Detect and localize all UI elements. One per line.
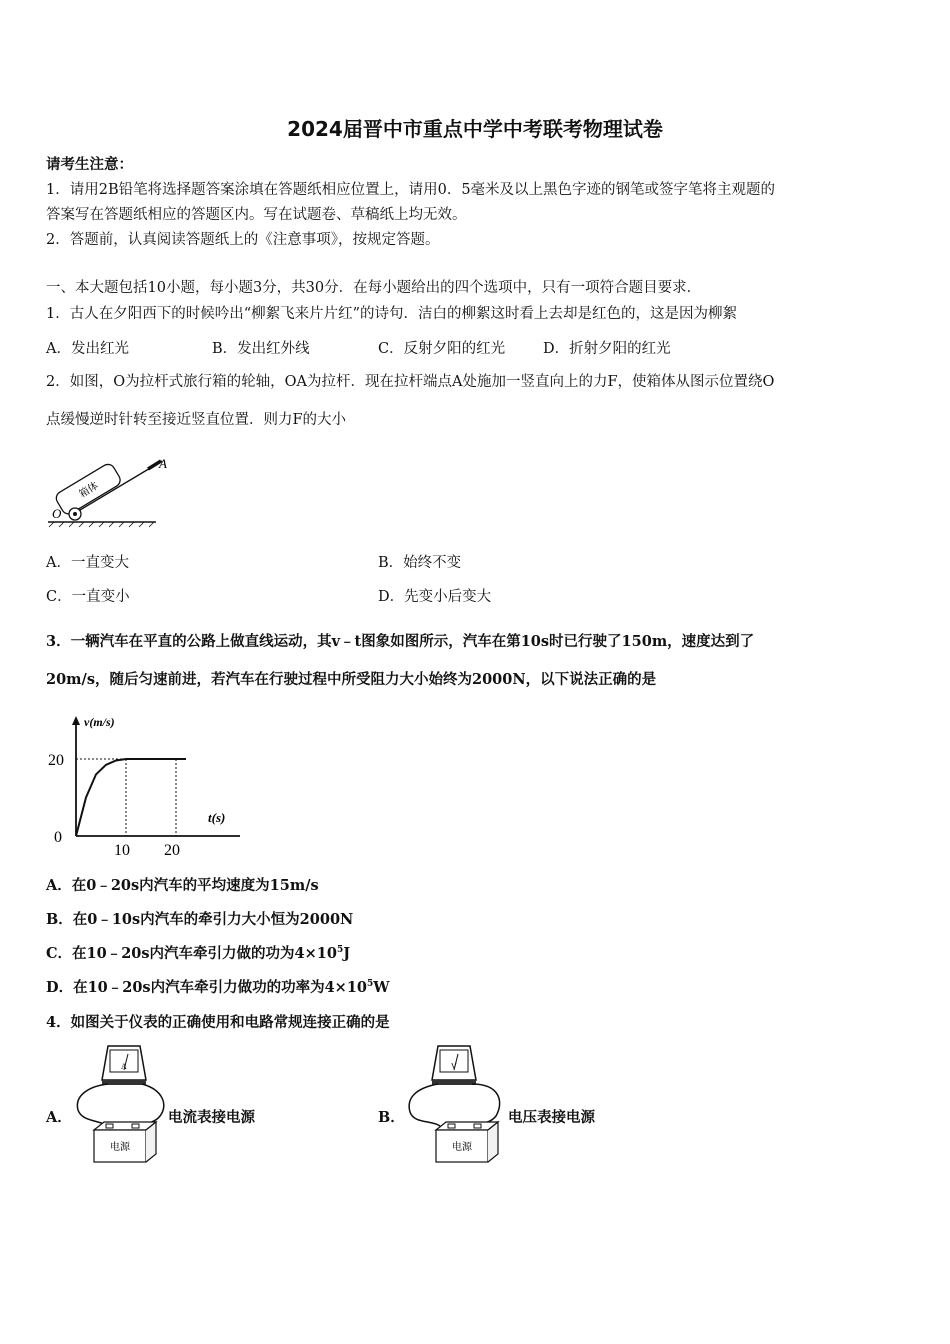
x-tick-10: 10 [114, 842, 130, 859]
power-source [94, 1122, 156, 1162]
page-title: 2024届晋中市重点中学中考联考物理试卷 [287, 117, 663, 141]
y-axis-label: v(m/s) [84, 715, 115, 729]
question-4-option-a-text: 电流表接电源 [168, 1109, 255, 1126]
notice-line-2: 答案写在答题纸相应的答题区内。写在试题卷、草稿纸上均无效。 [46, 207, 467, 223]
ammeter-circuit-figure [70, 1040, 170, 1166]
wire-left [409, 1084, 440, 1126]
power-source-label: 电源 [110, 1142, 130, 1153]
question-3-option-b[interactable]: B．在0﹣10s内汽车的牵引力大小恒为2000N [46, 911, 354, 928]
option-c-unit: J [343, 945, 351, 962]
question-1-option-a[interactable]: A．发出红光 [46, 341, 129, 357]
power-source [436, 1122, 498, 1162]
voltmeter-circuit-figure [402, 1040, 508, 1166]
question-1-option-d[interactable]: D．折射夕阳的红光 [543, 341, 671, 357]
question-2-option-d[interactable]: D．先变小后变大 [378, 589, 492, 605]
voltmeter-symbol: V [451, 1062, 457, 1071]
x-tick-20: 20 [164, 842, 180, 859]
option-c-text: C．在10﹣20s内汽车牵引力做的功为4×10 [46, 945, 337, 962]
option-c-exponent: 5 [336, 945, 344, 956]
question-1-option-b[interactable]: B．发出红外线 [212, 341, 310, 357]
question-1-stem: 1．古人在夕阳西下的时候吟出“柳絮飞来片片红”的诗句．洁白的柳絮这时看上去却是红色的，这是因为柳絮 [46, 306, 738, 322]
x-axis-label: t(s) [208, 810, 226, 825]
question-3-option-d[interactable] [46, 976, 390, 997]
y-axis-arrow [72, 716, 80, 725]
luggage-figure [44, 446, 167, 528]
question-3-stem-line-1: 3．一辆汽车在平直的公路上做直线运动，其v﹣t图象如图所示，汽车在第10s时已行驶了150m，速度达到了 [46, 633, 755, 650]
question-2-option-b[interactable]: B．始终不变 [378, 555, 462, 571]
voltmeter [432, 1046, 476, 1085]
ammeter-symbol: A [121, 1062, 127, 1071]
ground-hatching [48, 522, 156, 527]
axle-center [73, 512, 77, 516]
ammeter [102, 1046, 146, 1085]
origin-label: 0 [54, 829, 62, 846]
notice-line-1: 1．请用2B铅笔将选择题答案涂填在答题纸相应位置上，请用0．5毫米及以上黑色字迹的钢笔或签字笔将主观题的 [46, 182, 776, 198]
option-d-unit: W [373, 979, 390, 996]
question-1-option-c[interactable]: C．反射夕阳的红光 [378, 341, 506, 357]
wire-right [136, 1084, 164, 1126]
option-d-exponent: 5 [367, 979, 374, 990]
question-2-option-c[interactable]: C．一直变小 [46, 589, 130, 605]
question-2-stem-line-1: 2．如图，O为拉杆式旅行箱的轮轴，OA为拉杆．现在拉杆端点A处施加一竖直向上的力F，使箱体从图示位置绕O [46, 374, 775, 390]
question-3-option-c[interactable] [46, 942, 350, 963]
section-1-instructions: 一、本大题包括10小题，每小题3分，共30分．在每小题给出的四个选项中，只有一项符合题目要求． [46, 280, 702, 296]
question-4-option-b-label[interactable]: B． [378, 1109, 405, 1126]
luggage-box-label: 箱体 [77, 480, 101, 501]
label-a: A [159, 456, 167, 471]
question-3-option-a[interactable]: A．在0﹣20s内汽车的平均速度为15m/s [46, 877, 319, 894]
notice-line-3: 2．答题前，认真阅读答题纸上的《注意事项》，按规定答题。 [46, 232, 440, 248]
question-4-option-b-text: 电压表接电源 [508, 1109, 595, 1126]
option-d-text: D．在10﹣20s内汽车牵引力做功的功率为4×10 [46, 979, 368, 996]
question-3-stem-line-2: 20m/s，随后匀速前进，若汽车在行驶过程中所受阻力大小始终为2000N，以下说法正确的是 [46, 671, 657, 688]
luggage-box [54, 462, 123, 517]
question-2-option-a[interactable]: A．一直变大 [46, 555, 129, 571]
vt-chart [44, 712, 244, 860]
power-source-label: 电源 [452, 1142, 472, 1153]
label-o: O [52, 506, 62, 521]
notice-header: 请考生注意： [46, 156, 133, 173]
question-4-option-a-label[interactable]: A． [46, 1109, 72, 1126]
y-tick-20: 20 [48, 752, 64, 769]
velocity-curve [76, 759, 186, 836]
question-4-stem: 4．如图关于仪表的正确使用和电路常规连接正确的是 [46, 1014, 390, 1031]
question-2-stem-line-2: 点缓慢逆时针转至接近竖直位置．则力F的大小 [46, 412, 347, 428]
wire-right [470, 1084, 500, 1126]
wire-left [77, 1084, 108, 1126]
